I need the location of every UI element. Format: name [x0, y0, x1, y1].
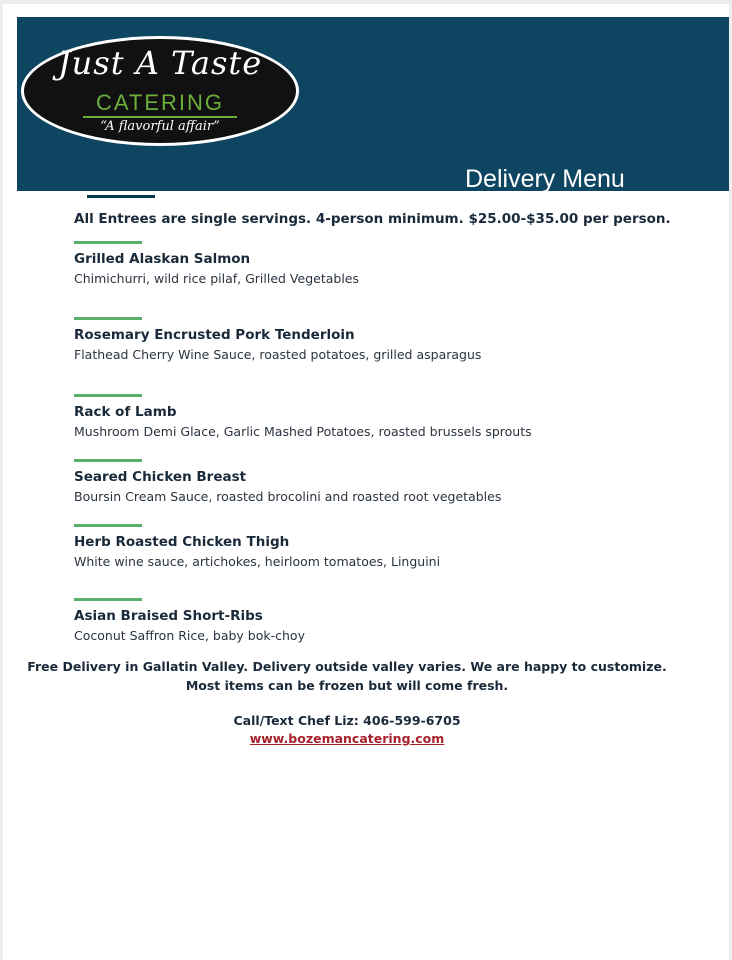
logo-script-text: Just A Taste: [57, 44, 263, 82]
menu-item: [74, 598, 674, 645]
menu-item: [74, 317, 674, 364]
logo-wordmark: CATERING: [95, 90, 225, 115]
item-name: Asian Braised Short-Ribs: [74, 608, 263, 624]
logo-tagline: “A flavorful affair”: [100, 119, 220, 134]
item-accent-rule: [74, 317, 142, 320]
website-link[interactable]: www.bozemancatering.com: [249, 731, 445, 746]
menu-item: [74, 524, 674, 571]
logo-divider: [83, 116, 237, 118]
menu-item: [74, 459, 674, 506]
item-description: Coconut Saffron Rice, baby bok-choy: [74, 628, 305, 643]
item-name: Rack of Lamb: [74, 404, 177, 420]
item-name: Seared Chicken Breast: [74, 469, 247, 485]
item-accent-rule: [74, 598, 142, 601]
item-description: Flathead Cherry Wine Sauce, roasted potatoes, grilled asparagus: [74, 347, 482, 362]
item-description: Boursin Cream Sauce, roasted brocolini and roasted root vegetables: [74, 489, 502, 504]
item-accent-rule: [74, 524, 142, 527]
item-name: Rosemary Encrusted Pork Tenderloin: [74, 327, 355, 343]
item-accent-rule: [74, 241, 142, 244]
item-accent-rule: [74, 459, 142, 462]
page-title: Delivery Menu: [465, 165, 625, 193]
menu-item: [74, 394, 674, 441]
item-description: Chimichurri, wild rice pilaf, Grilled Vegetables: [74, 271, 359, 286]
item-description: White wine sauce, artichokes, heirloom tomatoes, Linguini: [74, 554, 441, 569]
item-description: Mushroom Demi Glace, Garlic Mashed Potatoes, roasted brussels sprouts: [74, 424, 532, 439]
frozen-note: Most items can be frozen but will come fresh.: [185, 678, 509, 693]
item-name: Grilled Alaskan Salmon: [74, 251, 251, 267]
contact-info: Call/Text Chef Liz: 406-599-6705: [233, 713, 461, 728]
item-accent-rule: [74, 394, 142, 397]
just-a-taste-logo: [21, 36, 299, 146]
item-name: Herb Roasted Chicken Thigh: [74, 534, 290, 550]
menu-page: [3, 4, 729, 960]
menu-item: [74, 241, 674, 288]
header-accent-rule: [87, 195, 155, 198]
delivery-note: Free Delivery in Gallatin Valley. Delivery outside valley varies. We are happy to customize.: [27, 659, 667, 674]
intro-text: All Entrees are single servings. 4-person minimum. $25.00-$35.00 per person.: [74, 211, 671, 227]
